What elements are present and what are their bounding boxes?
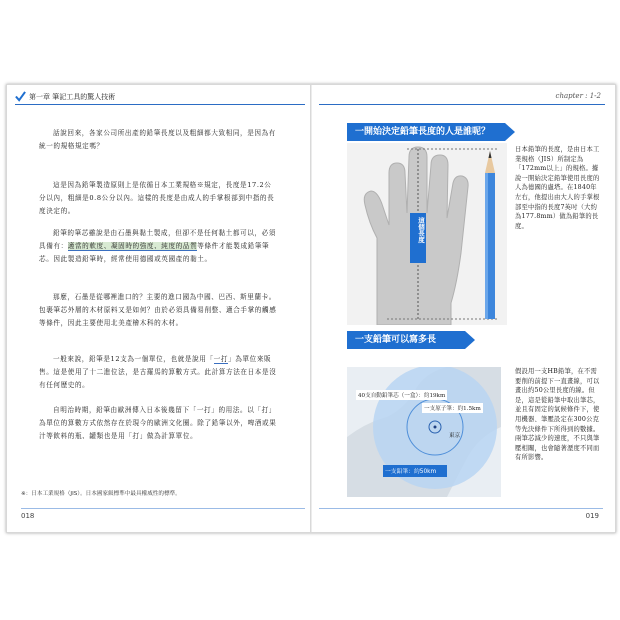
pencil-illustration (485, 151, 495, 319)
chapter-header (15, 91, 115, 102)
chapter-tag: chapter : 1-2 (555, 92, 601, 100)
paragraph-3 (39, 227, 277, 266)
paragraph-3-highlight: 適當的軟度、凝固時的強度、純度的品質 (67, 242, 198, 250)
paragraph-5-highlight: 一打 (213, 355, 229, 363)
section2-side-text: 假設用一支HB鉛筆，在不需要削的前提下一直畫線，可以畫出約50公里長度的線。但是，這是從鉛筆中取出筆芯，並且有固定的氣候條件下，使用機器、筆壓設定在300公克等先決條件下所得到的數據。兩筆芯減少的速度，不只與筆壓相關，也會隨著溼度不同而有所影響。 (515, 368, 600, 462)
paragraph-6: 自明治時期，鉛筆由歐洲傳入日本後幾留下「一打」的用法。以「打」為單位的算數方式依然存在於現今的歐洲文化圈。除了鉛筆以外，啤酒或果汁等飲料的瓶、罐類也是用「打」做為計算單位。 (39, 406, 277, 440)
page-number-right: 019 (585, 512, 599, 520)
section1-side-text: 日本鉛筆的長度，是由日本工業規格（JIS）所制定為「172mm以上」的規格。據說一開始決定鉛筆使用長度的人為德國的盧塔。在1840年左右，他提出由大人的手掌根部至中指的長度7英吋（大約為177.8mm）做為鉛筆的長度。 (515, 146, 600, 230)
section1-banner: 一開始決定鉛筆長度的人是誰呢？ (347, 123, 505, 141)
section2-banner: 一支鉛筆可以寫多長 (347, 331, 465, 349)
map-illustration (347, 367, 501, 497)
paragraph-5-part-b: 」為單位來販售。這是使用了十二進位法，是古羅馬的算數方式。此計算方法在日本是沒有任何歷史的。 (39, 355, 277, 389)
page-number-left: 018 (21, 512, 35, 520)
book-spread (6, 84, 616, 533)
bottom-rule-left (21, 508, 305, 509)
header-rule-right (319, 104, 605, 105)
bottom-rule-right (319, 508, 603, 509)
checkmark-icon (15, 91, 26, 102)
paragraph-2: 這是因為鉛筆製造原則上是依循日本工業規格※規定，長度是17.2公分以內，粗細是0.8公分以內。這樣的長度是由成人的手掌根部到中指的長度決定的。 (39, 181, 275, 215)
paragraph-1: 話說回來，各家公司所出產的鉛筆長度以及粗細都大致相同，是因為有統一的規格規定嗎？ (39, 129, 277, 150)
map-label-pencil: 一支鉛筆：約50km (385, 469, 437, 475)
paragraph-3-part-a: 鉛筆的筆芯雖說是由石墨與黏土製成，但卻不是任何黏土都可以，必須具備有： (39, 229, 277, 250)
footnote: ※：日本工業規格（JIS）。日本國家級標準中最具權威性的標準。 (21, 491, 181, 497)
map-label-city: 東京 (449, 433, 461, 439)
hand-length-label: 這個長度 (417, 217, 425, 243)
paragraph-4: 那麼，石墨是從哪裡進口的？主要的進口國為中國、巴西、斯里蘭卡。包裹筆芯外層的木材原料又是如何？由於必須具備易削整、適合手掌的觸感等條件，因此主要使用北美產檜木科的木材。 (39, 293, 277, 327)
map-label-lead: 40支自動鉛筆芯（一盒）：約19km (356, 390, 447, 400)
chapter-header-text: 第一章 筆記工具的驚人技術 (29, 92, 116, 101)
hand-pencil-illustration (347, 143, 507, 325)
book-gutter (310, 85, 312, 532)
header-rule-left (15, 104, 305, 105)
paragraph-5-part-a: 一般來說，鉛筆是12支為一個單位，也就是說用「 (53, 355, 214, 363)
map-label-ballpen: 一支原子筆：約1.5km (422, 403, 483, 413)
paragraph-5 (39, 353, 277, 392)
tokyo-dot (434, 426, 437, 429)
paragraph-3-part-b: 等條件才能製成鉛筆筆芯。因此製造鉛筆時，經常使用德國或英國產的黏土。 (39, 242, 270, 263)
